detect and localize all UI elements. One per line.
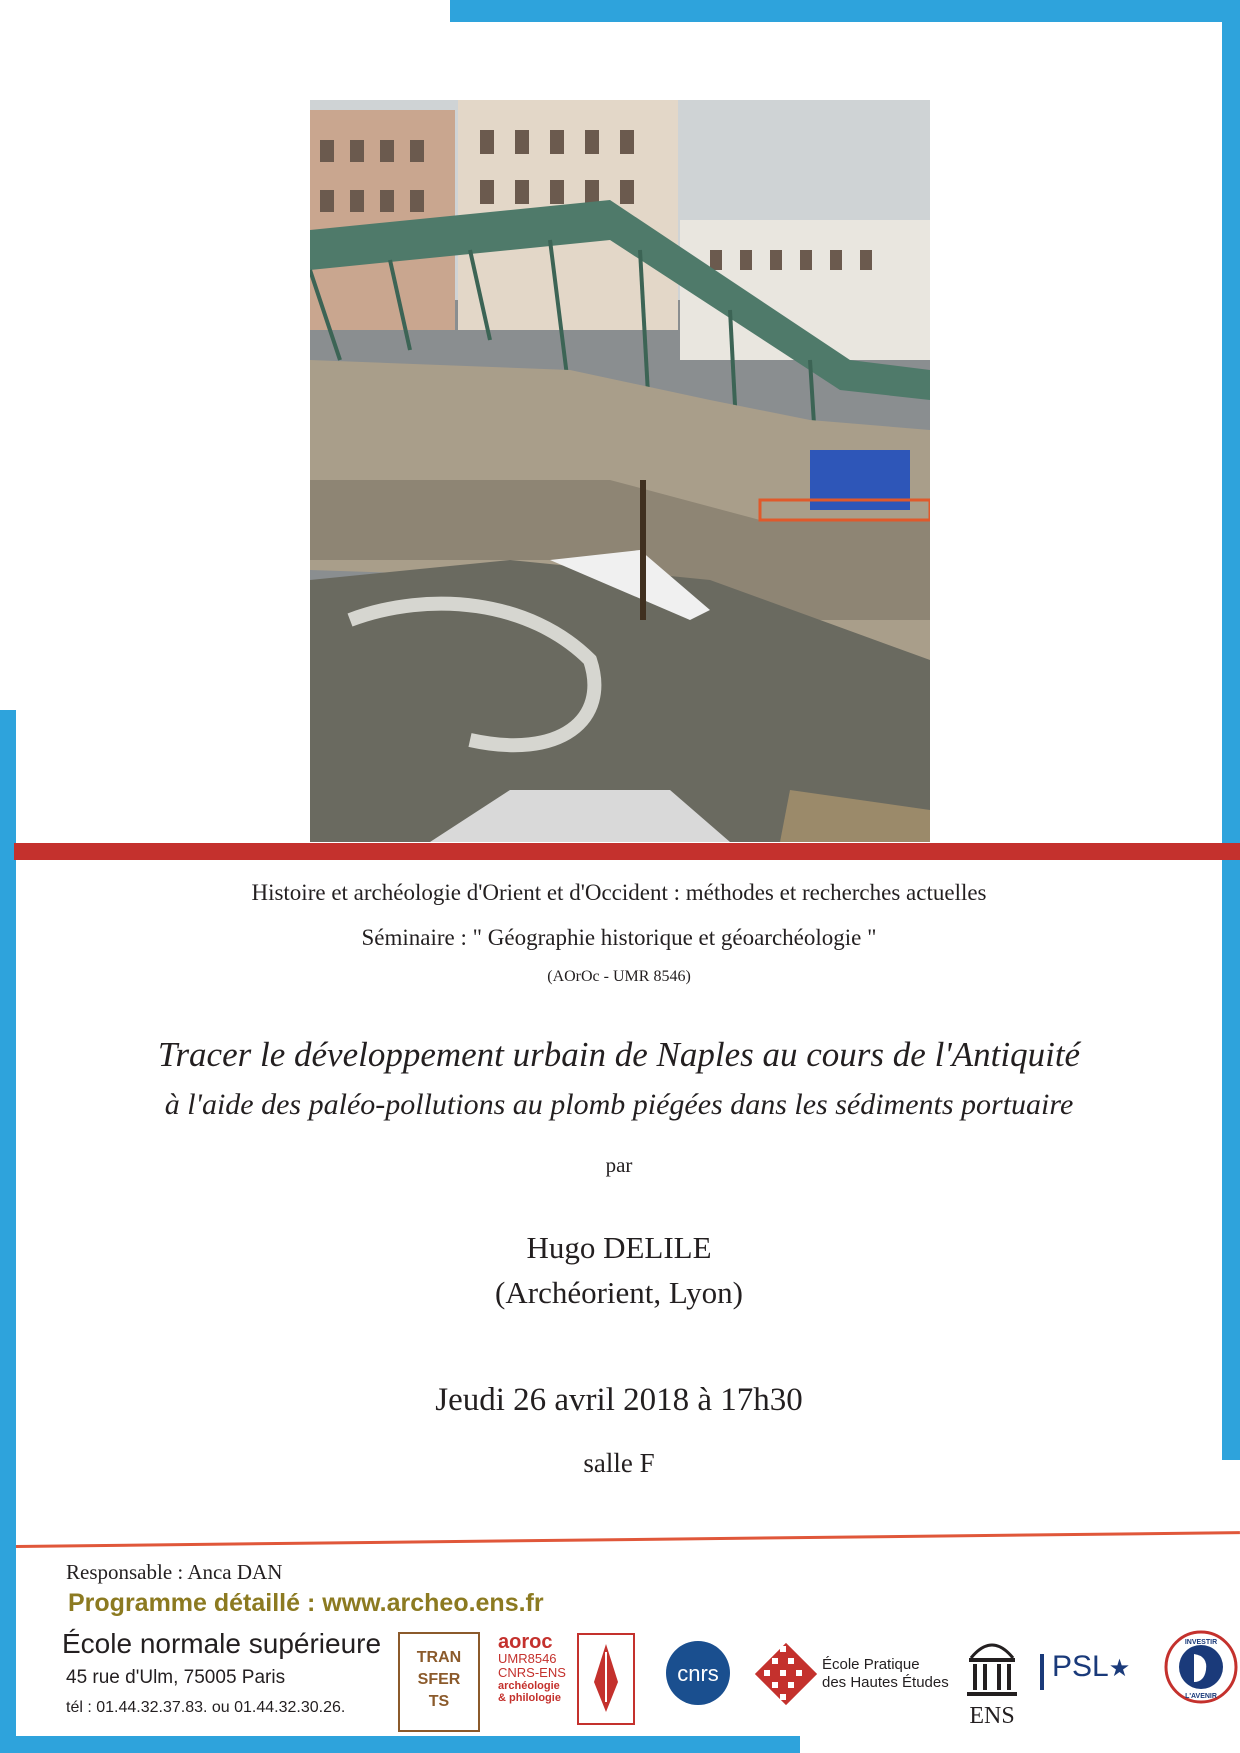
red-divider bbox=[14, 843, 1240, 860]
svg-text:TS: TS bbox=[428, 1693, 450, 1710]
left-blue-bar bbox=[0, 710, 16, 1753]
avenir-text: L'AVENIR bbox=[1185, 1693, 1217, 1700]
institution-phone: tél : 01.44.32.37.83. ou 01.44.32.30.26. bbox=[66, 1699, 346, 1716]
ephe-emblem-icon bbox=[750, 1638, 822, 1710]
speaker-name: Hugo DELILE bbox=[526, 1230, 712, 1265]
event-datetime: Jeudi 26 avril 2018 à 17h30 bbox=[435, 1382, 803, 1418]
psl-separator bbox=[1040, 1654, 1044, 1690]
investir-avenir-logo bbox=[1164, 1630, 1238, 1704]
psl-logo bbox=[1052, 1650, 1130, 1684]
transferts-logo bbox=[398, 1632, 480, 1732]
aoroc-archeologie: archéologie bbox=[498, 1680, 560, 1692]
aoroc-philologie: & philologie bbox=[498, 1692, 561, 1704]
cnrs-logo bbox=[665, 1640, 731, 1706]
excavation-photo bbox=[310, 100, 930, 842]
event-room: salle F bbox=[583, 1448, 655, 1478]
pen-icon bbox=[576, 1632, 636, 1732]
aoroc-umr: UMR8546 bbox=[498, 1651, 557, 1666]
responsible-label: Responsable : Anca DAN bbox=[66, 1560, 283, 1584]
ens-logo bbox=[963, 1630, 1021, 1730]
footer-divider bbox=[16, 1531, 1240, 1548]
talk-title-line-1: Tracer le développement urbain de Naples au cours de l'Antiquité bbox=[157, 1035, 1081, 1074]
aoroc-logo bbox=[498, 1632, 570, 1732]
svg-text:SFER: SFER bbox=[417, 1671, 461, 1688]
institution-name: École normale supérieure bbox=[62, 1628, 382, 1659]
by-label: par bbox=[605, 1153, 633, 1177]
cnrs-text: cnrs bbox=[677, 1661, 719, 1686]
ephe-line-1: École Pratique bbox=[822, 1656, 920, 1673]
ens-text: ENS bbox=[969, 1703, 1015, 1729]
star-icon: ★ bbox=[1108, 1655, 1131, 1682]
talk-title-line-2: à l'aide des paléo-pollutions au plomb piégées dans les sédiments portuaire bbox=[164, 1088, 1074, 1121]
speaker-affiliation: (Archéorient, Lyon) bbox=[495, 1275, 743, 1310]
top-blue-bar bbox=[450, 0, 1240, 22]
aoroc-name: aoroc bbox=[498, 1631, 553, 1653]
series-title: Histoire et archéologie d'Orient et d'Occident : méthodes et recherches actuelles bbox=[251, 880, 987, 905]
bottom-blue-bar bbox=[0, 1736, 800, 1753]
institution-address: 45 rue d'Ulm, 75005 Paris bbox=[66, 1667, 286, 1688]
psl-text: PSL bbox=[1052, 1650, 1109, 1683]
right-blue-bar bbox=[1222, 0, 1240, 1460]
investir-text: INVESTIR bbox=[1184, 1639, 1218, 1646]
aoroc-cnrs-ens: CNRS-ENS bbox=[498, 1665, 566, 1680]
programme-link[interactable]: Programme détaillé : www.archeo.ens.fr bbox=[68, 1589, 544, 1617]
ephe-line-2: des Hautes Études bbox=[822, 1674, 949, 1691]
lab-code: (AOrOc - UMR 8546) bbox=[547, 968, 691, 985]
seminar-title: Séminaire : " Géographie historique et géoarchéologie " bbox=[361, 925, 877, 950]
ephe-logo bbox=[822, 1656, 949, 1692]
svg-text:TRAN: TRAN bbox=[416, 1649, 462, 1666]
